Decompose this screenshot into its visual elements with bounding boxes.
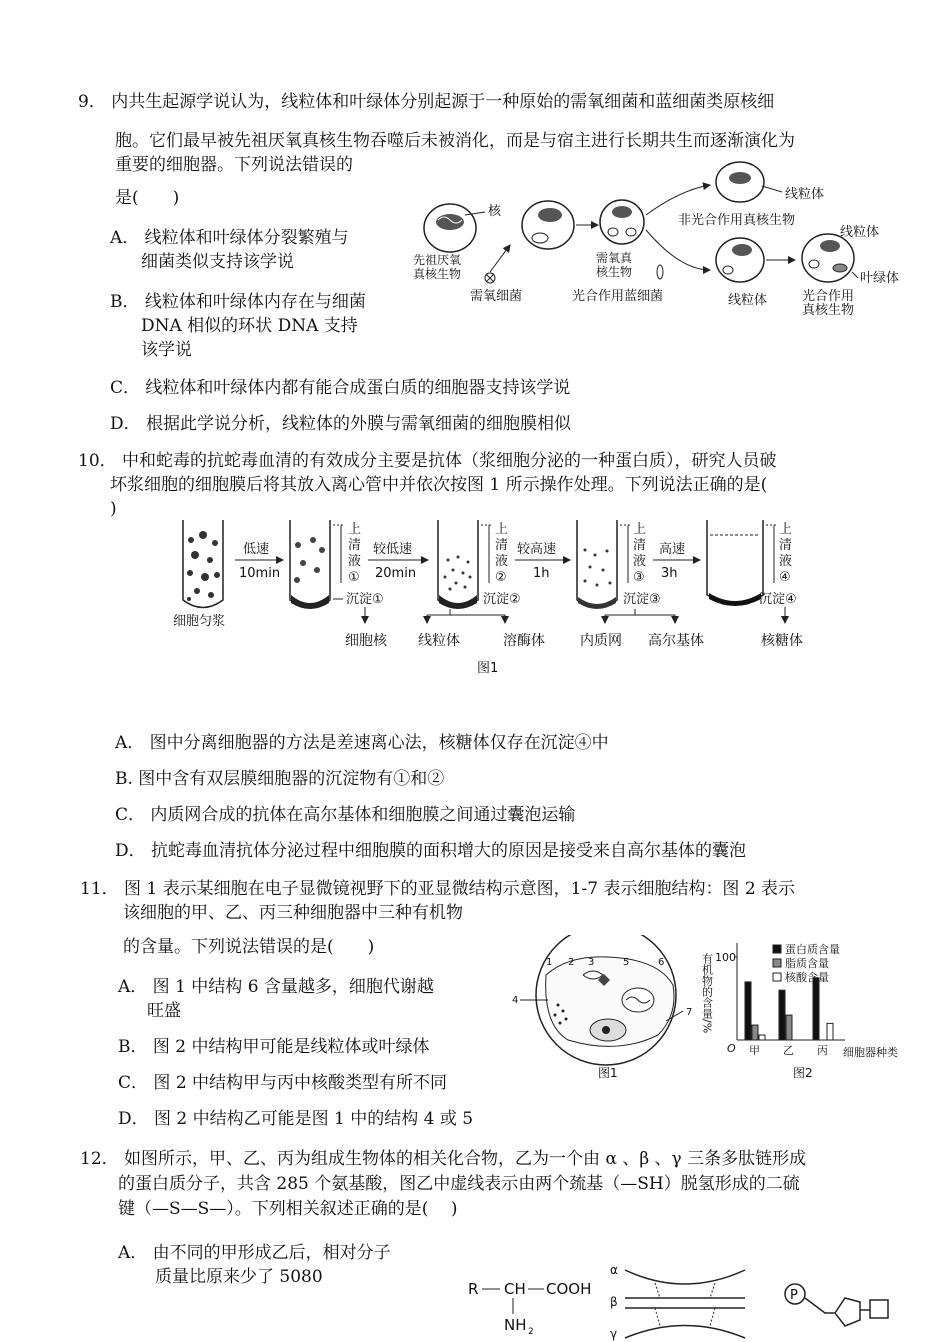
q9-option-b-line2: DNA 相似的环状 DNA 支持: [141, 316, 358, 336]
q9-option-b-line1: B． 线粒体和叶绿体内存在与细菌: [110, 292, 366, 312]
sup3-char1: 上: [633, 522, 647, 537]
sup4-num: ④: [779, 570, 791, 585]
organelle-nucleus: 细胞核: [345, 633, 387, 649]
q11-option-d: D． 图 2 中结构乙可能是图 1 中的结构 4 或 5: [118, 1109, 474, 1129]
label-mito-right: 线粒体: [840, 225, 880, 240]
tube-homogenate: [183, 520, 223, 608]
q12-option-a-line2: 质量比原来少了 5080: [155, 1267, 323, 1287]
sup4-char1: 上: [779, 522, 793, 537]
cell-label-1: 1: [546, 957, 553, 968]
chain-alpha: α: [610, 1263, 618, 1277]
polypeptide-chains: [610, 1263, 745, 1341]
q9-option-a-line1: A． 线粒体和叶绿体分裂繁殖与: [110, 228, 349, 248]
label-mito-top: 线粒体: [785, 187, 825, 202]
sugar-pentagon: [835, 1298, 860, 1326]
q9-stem-line2: 胞。它们最早被先祖厌氧真核生物吞噬后未被消化，而是与宿主进行长期共生而逐渐演化为: [115, 131, 795, 151]
cell-label-5: 5: [623, 957, 630, 968]
label-time4: 3h: [661, 566, 678, 581]
sup3-num: ③: [633, 570, 645, 585]
q12-option-a-line1: A． 由不同的甲形成乙后，相对分子: [118, 1243, 391, 1263]
q12-stem-line3: 键（—S—S—）。下列相关叙述正确的是( ): [118, 1199, 458, 1219]
chart-origin: O: [727, 1042, 736, 1055]
arrow-to-engulf-cyano: [646, 230, 710, 270]
label-homogenate: 细胞匀浆: [173, 614, 226, 629]
organelle-lysosome: 溶酶体: [503, 633, 545, 649]
arrow-to-nonphoto: [646, 185, 710, 215]
q12-figures: [460, 1258, 930, 1342]
label-photo2: 真核生物: [802, 303, 855, 318]
bar-甲-核酸含量: [759, 1035, 765, 1040]
chart-ytick-100: 100: [715, 951, 736, 964]
cell-label-4: 4: [512, 995, 519, 1006]
tube-step3: [577, 520, 617, 609]
label-aerobic-euk2: 核生物: [596, 265, 633, 279]
label-chloroplast: 叶绿体: [860, 271, 900, 286]
endosymbiosis-diagram: [410, 160, 930, 320]
cyanobacteria-icon: [657, 265, 663, 279]
bar-乙-蛋白质含量: [779, 990, 785, 1040]
label-mito-bottom: 线粒体: [728, 293, 768, 308]
tube-step1: [290, 520, 330, 609]
bar-甲-蛋白质含量: [745, 982, 751, 1040]
tube-step2: [438, 520, 478, 609]
amino-acid-formula: [468, 1280, 591, 1337]
aerobic-eukaryote-cell: [600, 200, 644, 244]
chloroplast-pointer: [852, 272, 858, 278]
aerobic-bacteria-icon: [485, 273, 495, 283]
organelle-golgi: 高尔基体: [648, 633, 704, 649]
bar-丙-核酸含量: [827, 1023, 833, 1040]
sup3-char3: 液: [633, 554, 647, 569]
legend-label-1: 脂质含量: [785, 957, 829, 970]
q11-option-a-line1: A． 图 1 中结构 6 含量越多，细胞代谢越: [118, 977, 434, 997]
label-nucleus: 核: [488, 204, 502, 219]
q9-stem-line1: 9． 内共生起源学说认为，线粒体和叶绿体分别起源于一种原始的需氧细菌和蓝细菌类原核细: [78, 92, 775, 112]
fig1-caption: 图1: [477, 661, 499, 676]
bar-乙-脂质含量: [786, 1015, 792, 1040]
legend-swatch-0: [773, 945, 781, 953]
formula-ch: CH: [504, 1280, 526, 1298]
label-speed1: 低速: [243, 542, 270, 557]
label-cyanobacteria: 光合作用蓝细菌: [572, 289, 664, 304]
nonphoto-eukaryote-cell: [716, 162, 764, 202]
formula-sub2: 2: [528, 1327, 534, 1337]
legend-label-0: 蛋白质含量: [785, 943, 840, 956]
bar-丙-蛋白质含量: [813, 978, 819, 1040]
centrifugation-diagram: [165, 515, 825, 685]
sup2-char2: 清: [495, 538, 509, 553]
fig2-caption: 图2: [793, 1066, 813, 1080]
label-ppt1: 沉淀①: [346, 592, 384, 607]
sup1-char3: 液: [348, 554, 362, 569]
q11-stem-line2: 该细胞的甲、乙、丙三种细胞器中三种有机物: [123, 903, 463, 923]
q10-stem-line2: 坏浆细胞的细胞膜后将其放入离心管中并依次按图 1 所示操作处理。下列说法正确的是(: [110, 475, 768, 495]
organelle-er: 内质网: [580, 633, 622, 649]
q10-option-b: B. 图中含有双层膜细胞器的沉淀物有①和②: [115, 769, 445, 789]
ancestor-cell: [424, 204, 476, 252]
label-aerobic-bacteria: 需氧细菌: [470, 289, 523, 304]
label-ppt2: 沉淀②: [483, 592, 521, 607]
q11-stem-line1: 11． 图 1 表示某细胞在电子显微镜视野下的亚显微结构示意图，1-7 表示细胞结构：图 2 表示: [80, 879, 796, 899]
q9-option-a-line2: 细菌类似支持该学说: [141, 252, 294, 272]
label-speed2: 较低速: [373, 542, 413, 557]
chain-beta: β: [610, 1295, 618, 1309]
sup3-char2: 清: [633, 538, 647, 553]
mito-top-pointer: [762, 186, 782, 192]
x-category-乙: 乙: [783, 1044, 794, 1057]
x-category-丙: 丙: [817, 1044, 828, 1057]
sup4-char3: 液: [779, 554, 793, 569]
label-nonphoto: 非光合作用真核生物: [678, 213, 796, 228]
chart-ylabel: 有机物的含量/%: [700, 953, 714, 1034]
q12-stem-line1: 12． 如图所示，甲、乙、丙为组成生物体的相关化合物，乙为一个由 α 、β 、γ 三条多肽链形成: [80, 1149, 807, 1169]
x-category-甲: 甲: [749, 1044, 760, 1057]
label-speed3: 较高速: [517, 542, 557, 557]
sup1-char2: 清: [348, 538, 362, 553]
phosphate-label: P: [790, 1288, 798, 1303]
formula-nh: NH: [504, 1316, 527, 1334]
q9-option-d: D． 根据此学说分析，线粒体的外膜与需氧细菌的细胞膜相似: [110, 414, 572, 434]
label-time1: 10min: [239, 566, 281, 581]
label-speed4: 高速: [659, 542, 686, 557]
label-aerobic-euk1: 需氧真: [596, 251, 633, 265]
engulfing-cyano-cell: [716, 238, 764, 282]
chart-xlabel: 细胞器种类: [843, 1046, 898, 1059]
formula-r: R: [468, 1280, 479, 1298]
q11-stem-line3: 的含量。下列说法错误的是( ): [123, 937, 375, 957]
q9-option-b-line3: 该学说: [141, 340, 192, 360]
label-ppt3: 沉淀③: [623, 592, 661, 607]
organelle-ribosome: 核糖体: [761, 633, 803, 649]
label-time2: 20min: [375, 566, 417, 581]
sup1-num: ①: [348, 570, 360, 585]
cell-label-6: 6: [658, 957, 665, 968]
organelle-mitochondria: 线粒体: [418, 633, 460, 649]
q10-option-d: D． 抗蛇毒血清抗体分泌过程中细胞膜的面积增大的原因是接受来自高尔基体的囊泡: [115, 841, 747, 861]
label-photo1: 光合作用: [802, 289, 855, 304]
q11-option-a-line2: 旺盛: [147, 1001, 181, 1021]
q10-option-a: A． 图中分离细胞器的方法是差速离心法，核糖体仅存在沉淀④中: [115, 733, 609, 753]
label-ancestor1: 先祖厌氧: [413, 253, 462, 267]
q10-option-c: C． 内质网合成的抗体在高尔基体和细胞膜之间通过囊泡运输: [115, 805, 576, 825]
chain-gamma: γ: [610, 1327, 618, 1341]
engulfing-cell: [522, 201, 574, 249]
q10-stem-line3: ): [110, 499, 117, 519]
cell-label-3: 3: [588, 957, 595, 968]
label-ancestor2: 真核生物: [413, 267, 462, 281]
photo-eukaryote-cell: [802, 234, 854, 282]
legend-swatch-2: [773, 973, 781, 981]
sup2-char1: 上: [495, 522, 509, 537]
q9-stem-line4: 是( ): [115, 188, 180, 208]
q11-option-c: C． 图 2 中结构甲与丙中核酸类型有所不同: [118, 1073, 448, 1093]
sup1-char1: 上: [348, 522, 362, 537]
q11-option-b: B． 图 2 中结构甲可能是线粒体或叶绿体: [118, 1037, 430, 1057]
q9-stem-line3: 重要的细胞器。下列说法错误的: [115, 155, 353, 175]
sup2-char3: 液: [495, 554, 509, 569]
legend-label-2: 核酸含量: [785, 971, 829, 984]
tube-step4: [707, 520, 763, 606]
sup2-num: ②: [495, 570, 507, 585]
base-square: [870, 1300, 888, 1318]
fig1-caption-q11: 图1: [598, 1066, 618, 1080]
q9-option-c: C． 线粒体和叶绿体内都有能合成蛋白质的细胞器支持该学说: [110, 378, 571, 398]
cell-label-2: 2: [568, 957, 575, 968]
label-ppt4: 沉淀④: [759, 592, 797, 607]
cell-ultrastructure-figure: [508, 935, 698, 1085]
nucleotide-structure: [785, 1284, 888, 1326]
arrow-engulf: [490, 245, 510, 272]
q10-stem-line1: 10． 中和蛇毒的抗蛇毒血清的有效成分主要是抗体（浆细胞分泌的一种蛋白质），研究人员破: [78, 451, 777, 471]
label-time3: 1h: [533, 566, 550, 581]
organelle-bar-chart: [695, 935, 925, 1085]
formula-cooh: COOH: [546, 1280, 592, 1298]
q12-stem-line2: 的蛋白质分子，共含 285 个氨基酸，图乙中虚线表示由两个巯基（—SH）脱氢形成的二硫: [118, 1174, 800, 1194]
legend-swatch-1: [773, 959, 781, 967]
bar-甲-脂质含量: [752, 1025, 758, 1040]
cell-label-7: 7: [686, 1007, 693, 1018]
sup4-char2: 清: [779, 538, 793, 553]
